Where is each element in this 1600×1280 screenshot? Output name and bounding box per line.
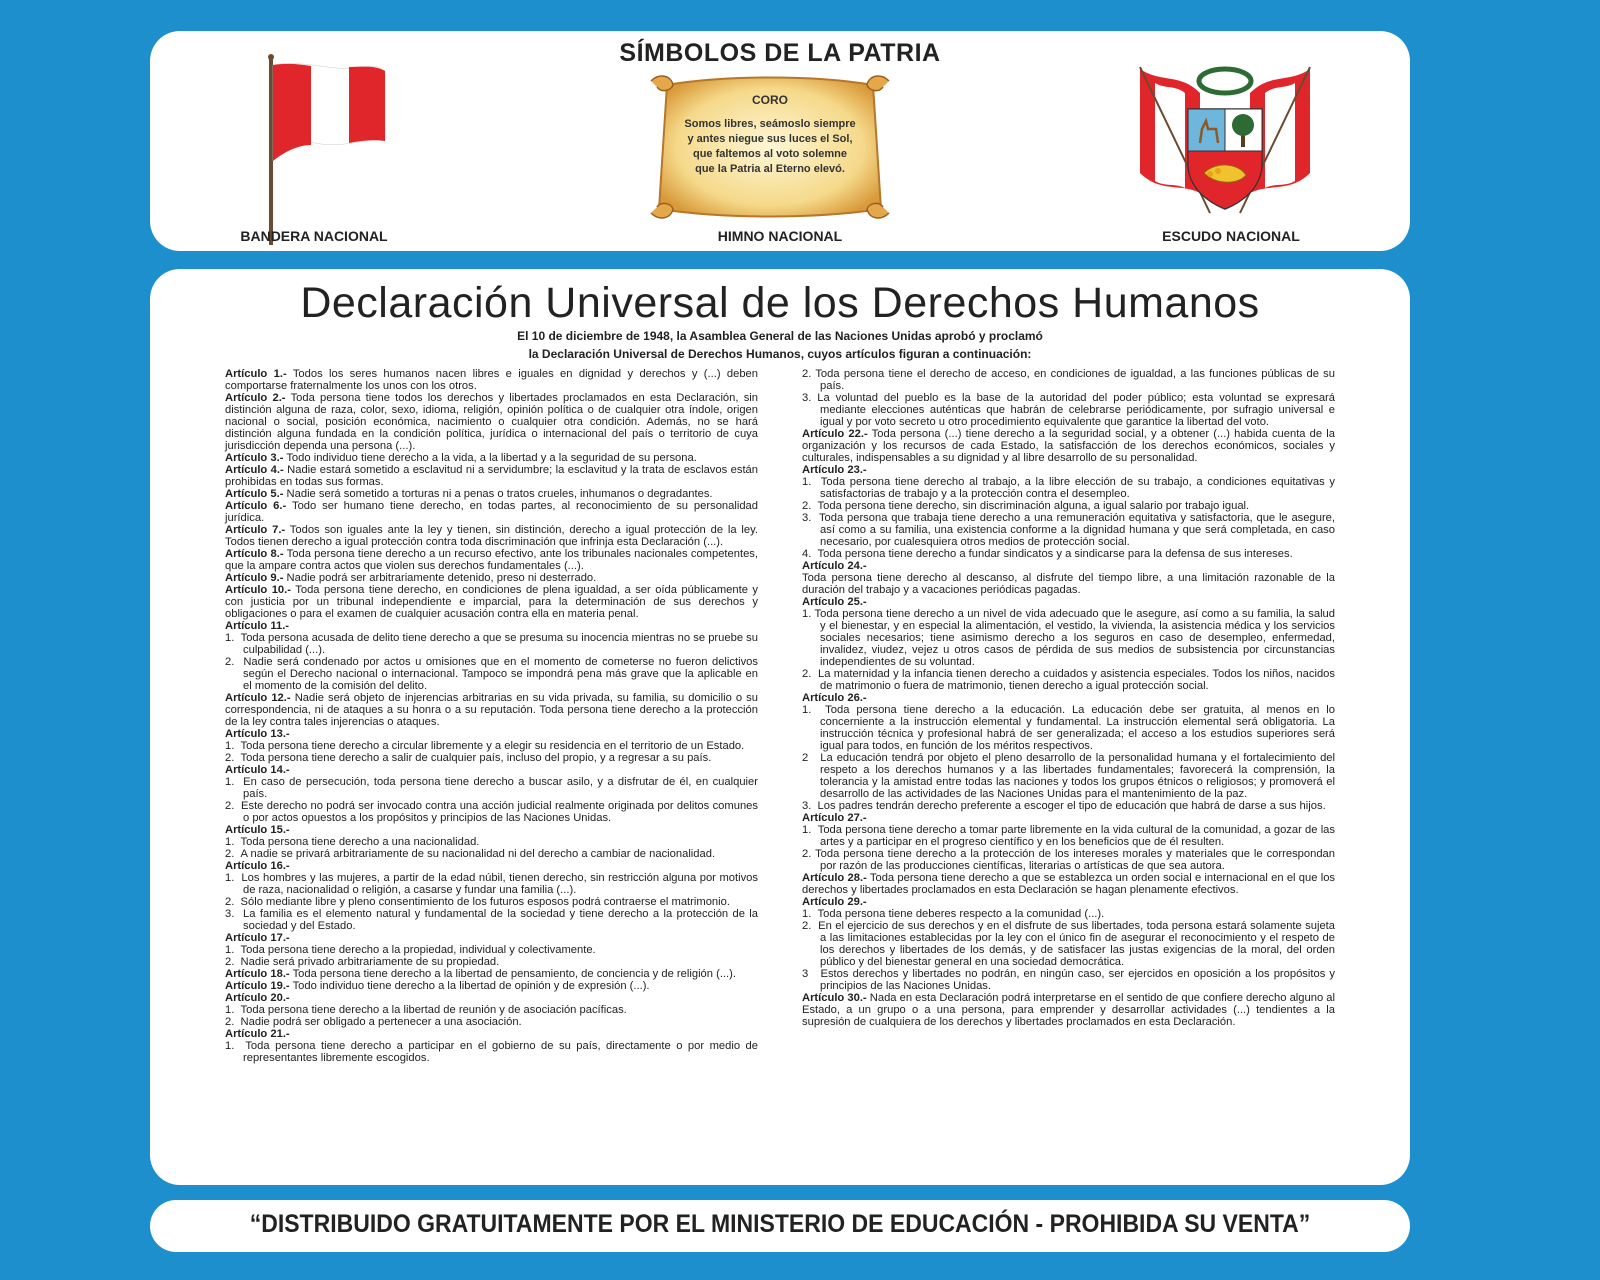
- article-heading: [225, 1028, 758, 1040]
- article-item: 2. Toda persona tiene derecho a la protección de los intereses morales y materiales que le correspondan por razón de las producciones científicas, literarias o artísticas de que sea autora.: [802, 848, 1335, 872]
- article: [225, 368, 758, 392]
- article-item: 1. Toda persona tiene deberes respecto a la comunidad (...).: [802, 908, 1105, 920]
- article-item: 2. La maternidad y la infancia tienen derecho a cuidados y asistencia especiales. Todos los niños, nacidos de matrimonio o fuera de matrimonio, tienen derecho a igual protección social.: [802, 668, 1335, 692]
- article: [802, 428, 1335, 464]
- article-text: Nadie será objeto de injerencias arbitrarias en su vida privada, su familia, su domicilio o su correspondencia, ni de ataques a su honra o a su reputación. Toda persona tiene derecho a la protección de la ley contra tales injerencias o ataques.: [225, 692, 758, 728]
- flag-label: BANDERA NACIONAL: [240, 228, 388, 244]
- article-heading-text: Artículo 29.-: [802, 896, 867, 908]
- article-heading-text: Artículo 14.-: [225, 764, 290, 776]
- article-heading: [225, 620, 758, 632]
- article-text: Toda persona tiene todos los derechos y libertades proclamados en esta Declaración, sin distinción alguna de raza, color, sexo, idioma, religión, opinión política o de cualquier otra índole, origen nacional o social, posición económica, nacimiento o cualquier otra condición. Además, no se hará distinción alguna fundada en la condición política, jurídica o internacional del país o territorio de cuya jurisdicción dependa una persona (...).: [225, 392, 758, 452]
- article-item: 3. Toda persona que trabaja tiene derecho a una remuneración equitativa y satisfactoria, que le asegure, así como a su familia, una existencia conforme a la dignidad humana y que será completada, en caso necesario, por cualesquiera otros medios de protección social.: [802, 512, 1335, 548]
- article-item: 1. Toda persona tiene derecho a participar en el gobierno de su país, directamente o por medio de representantes libremente escogidos.: [225, 1040, 758, 1064]
- article-item: 1. En caso de persecución, toda persona tiene derecho a buscar asilo, y a disfrutar de él, en cualquier país.: [225, 776, 758, 800]
- article-item: 2 La educación tendrá por objeto el pleno desarrollo de la personalidad humana y el fortalecimiento del respeto a los derechos humanos y a las libertades fundamentales; favorecerá la comprensión, la tolerancia y la amistad entre todas las naciones y todos los grupos étnicos o religiosos; y promoverá el desarrollo de las actividades de las Naciones Unidas para el mantenimiento de la paz.: [802, 752, 1335, 800]
- article-heading: Artículo 2.-: [225, 392, 286, 404]
- article-item: 1. Los hombres y las mujeres, a partir de la edad núbil, tienen derecho, sin restricción alguna por motivos de raza, nacionalidad o religión, a casarse y fundar una familia (...).: [225, 872, 758, 896]
- article-item: 2. Nadie podrá ser obligado a pertenecer a una asociación.: [225, 1016, 522, 1028]
- article-heading-text: Artículo 16.-: [225, 860, 290, 872]
- declaration-intro: [150, 327, 1410, 363]
- article-text: Toda persona tiene derecho a que se establezca un orden social e internacional en el que los derechos y libertades proclamados en esta Declaración se hagan plenamente efectivos.: [802, 872, 1336, 896]
- peru-coat-of-arms-icon: [1120, 63, 1330, 223]
- article: [225, 524, 758, 548]
- article-item: 1. Toda persona acusada de delito tiene derecho a que se presuma su inocencia mientras no se pruebe su culpabilidad (...).: [225, 632, 758, 656]
- article-heading-text: Artículo 24.-: [802, 560, 867, 572]
- article-text: Toda persona tiene derecho a la libertad de pensamiento, de conciencia y de religión (...).: [292, 968, 736, 980]
- article: [225, 452, 758, 464]
- article-item: 1. Toda persona tiene derecho a la libertad de reunión y de asociación pacíficas.: [225, 1004, 627, 1016]
- article: [225, 980, 758, 992]
- article-heading: Artículo 3.-: [225, 452, 284, 464]
- intro-line: la Declaración Universal de Derechos Humanos, cuyos artículos figuran a continuación:: [528, 347, 1032, 361]
- article: [225, 548, 758, 572]
- article-heading: Artículo 1.-: [225, 368, 287, 380]
- article-heading-text: Artículo 23.-: [802, 464, 867, 476]
- article-heading: Artículo 4.-: [225, 464, 284, 476]
- article-heading-text: Artículo 20.-: [225, 992, 290, 1004]
- anthem-line: que faltemos al voto solemne: [692, 148, 848, 160]
- symbols-title: SÍMBOLOS DE LA PATRIA: [619, 39, 941, 67]
- article-item: 1. Toda persona tiene derecho a una nacionalidad.: [225, 836, 480, 848]
- article: [225, 500, 758, 524]
- article-item: 1. Toda persona tiene derecho a un nivel de vida adecuado que le asegure, así como a su familia, la salud y el bienestar, y en especial la alimentación, el vestido, la vivienda, la asistencia médica y los servicios sociales necesarios; tiene asimismo derecho a los seguros en caso de desempleo, enfermedad, invalidez, viudez, vejez u otros casos de pérdida de sus medios de subsistencia por circunstancias independientes de su voluntad.: [802, 608, 1335, 668]
- article-text: Todo individuo tiene derecho a la vida, a la libertad y a la seguridad de su persona.: [286, 452, 697, 464]
- article-text: Toda persona tiene derecho al descanso, al disfrute del tiempo libre, a una limitación razonable de la duración del trabajo y a vacaciones periódicas pagadas.: [802, 572, 1335, 596]
- article: [225, 968, 758, 980]
- article-item: 2. Toda persona tiene derecho, sin discriminación alguna, a igual salario por trabajo igual.: [802, 500, 1250, 512]
- article-item: 3. Los padres tendrán derecho preferente a escoger el tipo de educación que habrá de darse a sus hijos.: [802, 800, 1326, 812]
- article: [225, 464, 758, 488]
- article-heading-text: Artículo 11.-: [225, 620, 290, 632]
- article-text: Todo ser humano tiene derecho, en todas partes, al reconocimiento de su personalidad jurídica.: [225, 500, 758, 524]
- article-heading: [802, 464, 1335, 476]
- article-item: 2. Sólo mediante libre y pleno consentimiento de los futuros esposos podrá contraerse el matrimonio.: [225, 896, 730, 908]
- article-text: Nada en esta Declaración podrá interpretarse en el sentido de que confiere derecho alguno al Estado, a un grupo o a una persona, para emprender y desarrollar actividades (...) tendientes a la supresión de cualquiera de los derechos y libertades proclamados en esta Declaración.: [802, 992, 1335, 1028]
- shield-label: ESCUDO NACIONAL: [1162, 228, 1300, 244]
- article-item: 1. Toda persona tiene derecho al trabajo, a la libre elección de su trabajo, a condiciones equitativas y satisfactorias de trabajo y a la protección contra el desempleo.: [802, 476, 1335, 500]
- article-heading: Artículo 10.-: [225, 584, 291, 596]
- article-text: Nadie será sometido a torturas ni a penas o tratos crueles, inhumanos o degradantes.: [286, 488, 713, 500]
- article: [225, 488, 758, 500]
- article-item: 2. Toda persona tiene derecho a salir de cualquier país, incluso del propio, y a regresar a su país.: [225, 752, 712, 764]
- symbols-panel: [150, 31, 1410, 251]
- article-heading-text: Artículo 21.-: [225, 1028, 290, 1040]
- article-heading: [802, 692, 1335, 704]
- article-heading: [802, 596, 1335, 608]
- article: [225, 572, 758, 584]
- article-heading-text: Artículo 26.-: [802, 692, 867, 704]
- article-heading: Artículo 22.-: [802, 428, 868, 440]
- article-heading-text: Artículo 15.-: [225, 824, 290, 836]
- article-item: 2. Nadie será privado arbitrariamente de su propiedad.: [225, 956, 500, 968]
- anthem-line: Somos libres, seámoslo siempre: [684, 118, 856, 130]
- article-item: 2. En el ejercicio de sus derechos y en el disfrute de sus libertades, toda persona estará solamente sujeta a las limitaciones establecidas por la ley con el único fin de asegurar el reconocimiento y el respeto de los derechos y libertades de los demás, y de satisfacer las justas exigencias de la moral, del orden público y del bienestar general en una sociedad democrática.: [802, 920, 1335, 968]
- article: [802, 872, 1335, 896]
- article-heading: Artículo 9.-: [225, 572, 284, 584]
- article: [802, 992, 1335, 1028]
- article-heading: [225, 764, 758, 776]
- declaration-panel: [150, 269, 1410, 1185]
- article-item: 2. Toda persona tiene el derecho de acceso, en condiciones de igualdad, a las funciones públicas de su país.: [802, 368, 1335, 392]
- article-text: Todos son iguales ante la ley y tienen, sin distinción, derecho a igual protección de la ley. Todos tienen derecho a igual protección contra toda discriminación que infrinja esta Declaración (...).: [225, 524, 758, 548]
- article-text: Nadie podrá ser arbitrariamente detenido, preso ni desterrado.: [286, 572, 597, 584]
- article-heading-text: Artículo 13.-: [225, 728, 290, 740]
- article-item: 1. Toda persona tiene derecho a tomar parte libremente en la vida cultural de la comunidad, a gozar de las artes y a participar en el progreso científico y en los beneficios que de él resulten.: [802, 824, 1335, 848]
- article-heading: Artículo 30.-: [802, 992, 867, 1004]
- article-item: 3. La familia es el elemento natural y fundamental de la sociedad y tiene derecho a la protección de la sociedad y del Estado.: [225, 908, 758, 932]
- anthem-line: y antes niegue sus luces el Sol,: [687, 133, 853, 145]
- article-heading: Artículo 7.-: [225, 524, 286, 536]
- intro-line: El 10 de diciembre de 1948, la Asamblea General de las Naciones Unidas aprobó y proclamó: [517, 329, 1043, 343]
- article-heading: [225, 932, 758, 944]
- article-text: Toda persona tiene derecho a un recurso efectivo, ante los tribunales nacionales competentes, que la ampare contra actos que violen sus derechos fundamentales (...).: [225, 548, 759, 572]
- article-heading-text: Artículo 17.-: [225, 932, 290, 944]
- article-heading: Artículo 12.-: [225, 692, 291, 704]
- article-heading: [802, 560, 1335, 572]
- article-heading: [802, 812, 1335, 824]
- article-item: 1. Toda persona tiene derecho a la propiedad, individual y colectivamente.: [225, 944, 596, 956]
- article-item: 4. Toda persona tiene derecho a fundar sindicatos y a sindicarse para la defensa de sus intereses.: [802, 548, 1293, 560]
- article: [225, 584, 758, 620]
- article-heading-text: Artículo 25.-: [802, 596, 867, 608]
- article: [225, 692, 758, 728]
- article-item: 3 Estos derechos y libertades no podrán, en ningún caso, ser ejercidos en oposición a los propósitos y principios de las Naciones Unidas.: [802, 968, 1335, 992]
- article-item: 2. Este derecho no podrá ser invocado contra una acción judicial realmente originada por delitos comunes o por actos opuestos a los propósitos y principios de las Naciones Unidas.: [225, 800, 758, 824]
- article-heading: Artículo 5.-: [225, 488, 284, 500]
- article-item: 2. Nadie será condenado por actos u omisiones que en el momento de cometerse no fueron delictivos según el Derecho nacional o internacional. Tampoco se impondrá pena más grave que la aplicable en el momento de la comisión del delito.: [225, 656, 758, 692]
- article-heading: Artículo 18.-: [225, 968, 290, 980]
- article-item: 1. Toda persona tiene derecho a circular libremente y a elegir su residencia en el territorio de un Estado.: [225, 740, 745, 752]
- article-heading: [225, 992, 758, 1004]
- article-text: Todo individuo tiene derecho a la libertad de opinión y de expresión (...).: [292, 980, 650, 992]
- anthem-scroll: [645, 71, 895, 223]
- article-heading: [225, 728, 758, 740]
- article-item: 1. Toda persona tiene derecho a la educación. La educación debe ser gratuita, al menos en lo concerniente a la instrucción elemental y fundamental. La instrucción elemental será obligatoria. La instrucción técnica y profesional habrá de ser generalizada; el acceso a los estudios superiores será igual para todos, en función de los méritos respectivos.: [802, 704, 1335, 752]
- articles-left-column: [225, 368, 758, 1064]
- article-text: Todos los seres humanos nacen libres e iguales en dignidad y derechos y (...) deben comportarse fraternalmente los unos con los otros.: [225, 368, 758, 392]
- article-heading: Artículo 19.-: [225, 980, 290, 992]
- anthem-heading: CORO: [752, 93, 788, 107]
- footer-notice: “DISTRIBUIDO GRATUITAMENTE POR EL MINISTERIO DE EDUCACIÓN - PROHIBIDA SU VENTA”: [249, 1210, 1311, 1238]
- article-heading-text: Artículo 27.-: [802, 812, 867, 824]
- anthem-label: HIMNO NACIONAL: [717, 228, 843, 244]
- article-heading: Artículo 8.-: [225, 548, 284, 560]
- article-heading: Artículo 6.-: [225, 500, 287, 512]
- article-heading: [802, 896, 1335, 908]
- article-text: Toda persona (...) tiene derecho a la seguridad social, y a obtener (...) habida cuenta de la organización y los recursos de cada Estado, la satisfacción de los derechos económicos, sociales y culturales, indispensables a su dignidad y al libre desarrollo de su personalidad.: [802, 428, 1335, 464]
- declaration-title: Declaración Universal de los Derechos Humanos: [300, 279, 1260, 327]
- articles-right-column: [802, 368, 1335, 1028]
- article-heading: Artículo 28.-: [802, 872, 867, 884]
- article-text: Nadie estará sometido a esclavitud ni a servidumbre; la esclavitud y la trata de esclavos están prohibidas en todas sus formas.: [225, 464, 758, 488]
- article-item: 3. La voluntad del pueblo es la base de la autoridad del poder público; esta voluntad se expresará mediante elecciones auténticas que habrán de celebrarse periódicamente, por sufragio universal e igual y por voto secreto u otro procedimiento equivalente que garantice la libertad del voto.: [802, 392, 1335, 428]
- article-text: Toda persona tiene derecho, en condiciones de plena igualdad, a ser oída públicamente y con justicia por un tribunal independiente e imparcial, para la determinación de sus derechos y obligaciones o para el examen de cualquier acusación contra ella en materia penal.: [225, 584, 759, 620]
- article-heading: [225, 860, 758, 872]
- article-item: 2. A nadie se privará arbitrariamente de su nacionalidad ni del derecho a cambiar de nacionalidad.: [225, 848, 716, 860]
- anthem-line: que la Patria al Eterno elevó.: [695, 163, 845, 175]
- peru-flag-icon: [265, 53, 425, 248]
- article: [225, 392, 758, 452]
- footer-panel: [150, 1200, 1410, 1252]
- anthem-chorus: [675, 93, 865, 177]
- article-heading: [225, 824, 758, 836]
